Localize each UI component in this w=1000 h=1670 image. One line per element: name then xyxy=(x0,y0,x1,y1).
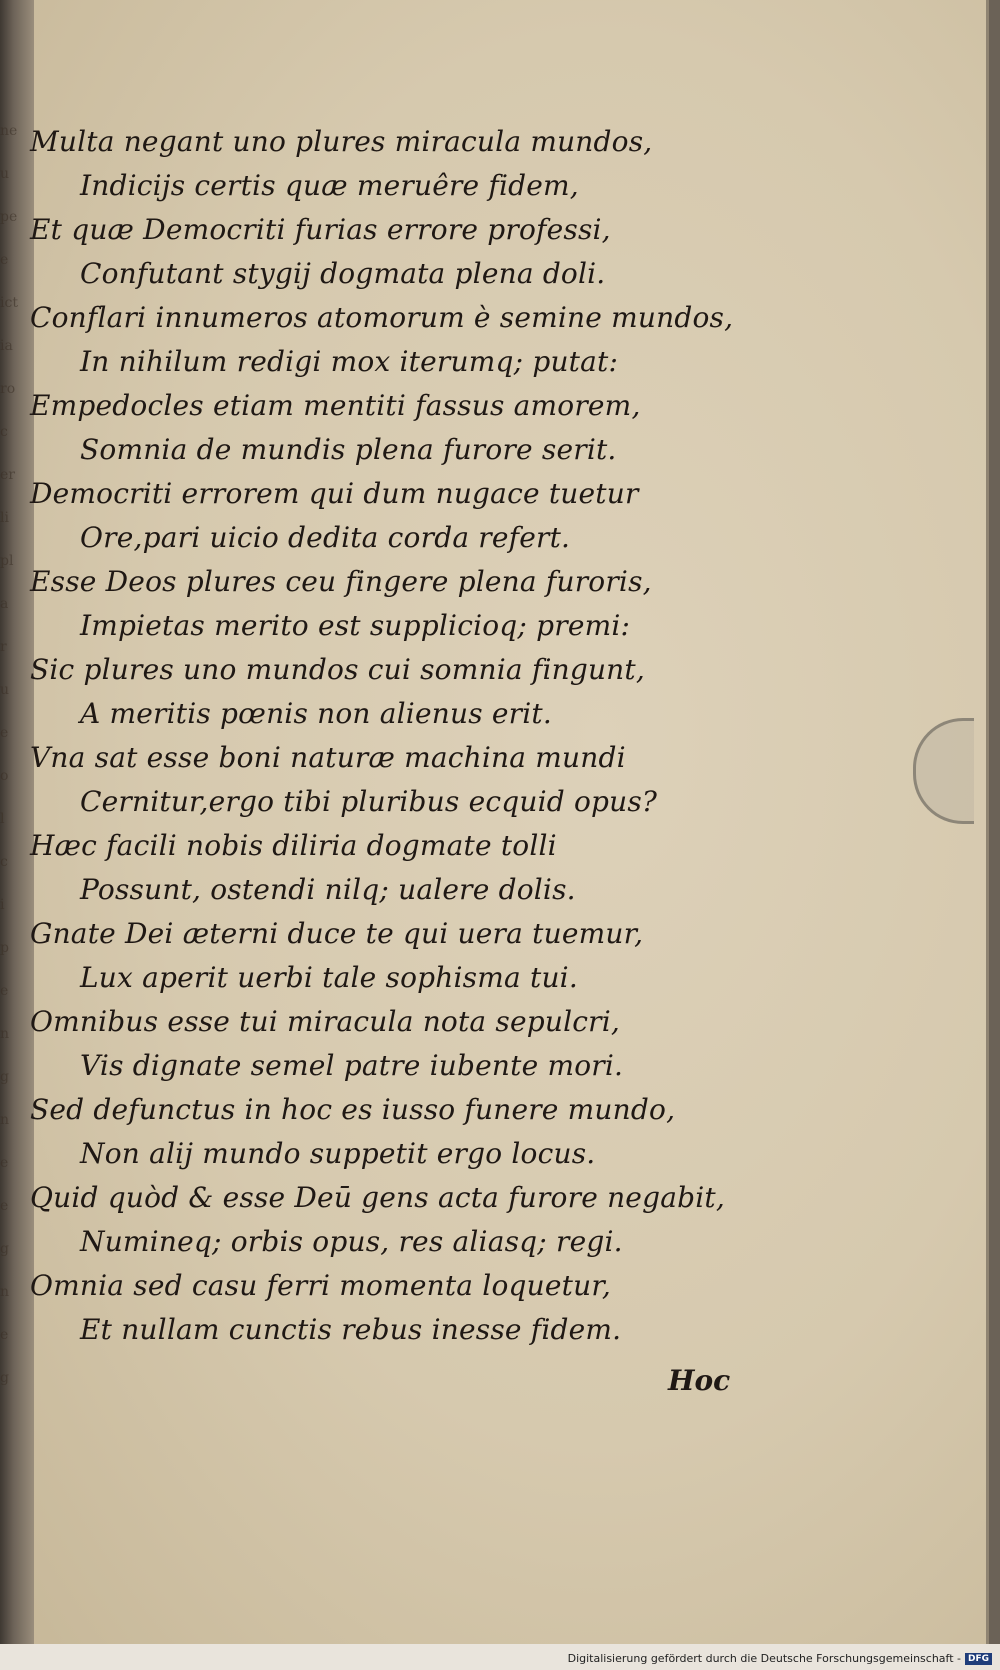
verse-line: Non alij mundo suppetit ergo locus. xyxy=(80,1137,596,1170)
verse-line: Omnia sed casu ferri momenta loquetur, xyxy=(30,1269,611,1302)
verse-line: Vna sat esse boni naturæ machina mundi xyxy=(30,741,626,774)
verse-line: Gnate Dei æterni duce te qui uera tuemur, xyxy=(30,917,644,950)
poem-text xyxy=(30,120,930,1352)
catchword: Hoc xyxy=(668,1364,731,1397)
verse-line: Esse Deos plures ceu fingere plena furoris, xyxy=(30,565,652,598)
facing-page-bleed: ne u pe e ict ia ro c er li pl a r u e o l c i p e n g n e e g n e g xyxy=(0,123,18,1386)
funding-text: Digitalisierung gefördert durch die Deutsche Forschungsgemeinschaft - xyxy=(567,1652,961,1665)
verse-line: A meritis pœnis non alienus erit. xyxy=(80,697,552,730)
verse-line: Democriti errorem qui dum nugace tuetur xyxy=(30,477,639,510)
verse-line: Et nullam cunctis rebus inesse fidem. xyxy=(80,1313,622,1346)
verse-line: Possunt, ostendi nilq; ualere dolis. xyxy=(80,873,576,906)
verse-line: Conflari innumeros atomorum è semine mundos, xyxy=(30,301,734,334)
verse-line: Quid quòd & esse Deū gens acta furore negabit, xyxy=(30,1181,725,1214)
verse-line: Sic plures uno mundos cui somnia fingunt, xyxy=(30,653,645,686)
verse-line: Impietas merito est supplicioq; premi: xyxy=(80,609,631,642)
verse-line: Hæc facili nobis diliria dogmate tolli xyxy=(30,829,557,862)
verse-line: Et quæ Democriti furias errore professi, xyxy=(30,213,611,246)
verse-line: Numineq; orbis opus, res aliasq; regi. xyxy=(80,1225,623,1258)
verse-line: Somnia de mundis plena furore serit. xyxy=(80,433,617,466)
verse-line: Ore,pari uicio dedita corda refert. xyxy=(80,521,571,554)
verse-line: Cernitur,ergo tibi pluribus ecquid opus? xyxy=(80,785,658,818)
funding-notice xyxy=(568,1652,992,1665)
verse-line: In nihilum redigi mox iterumq; putat: xyxy=(80,345,619,378)
verse-line: Omnibus esse tui miracula nota sepulcri, xyxy=(30,1005,620,1038)
dfg-logo: DFG xyxy=(965,1653,992,1665)
verse-line: Vis dignate semel patre iubente mori. xyxy=(80,1049,624,1082)
verse-line: Empedocles etiam mentiti fassus amorem, xyxy=(30,389,641,422)
verse-line: Multa negant uno plures miracula mundos, xyxy=(30,125,653,158)
verse-line: Confutant stygij dogmata plena doli. xyxy=(80,257,606,290)
verse-line: Indicijs certis quæ meruêre fidem, xyxy=(80,169,579,202)
verse-line: Lux aperit uerbi tale sophisma tui. xyxy=(80,961,578,994)
verse-line: Sed defunctus in hoc es iusso funere mundo, xyxy=(30,1093,676,1126)
